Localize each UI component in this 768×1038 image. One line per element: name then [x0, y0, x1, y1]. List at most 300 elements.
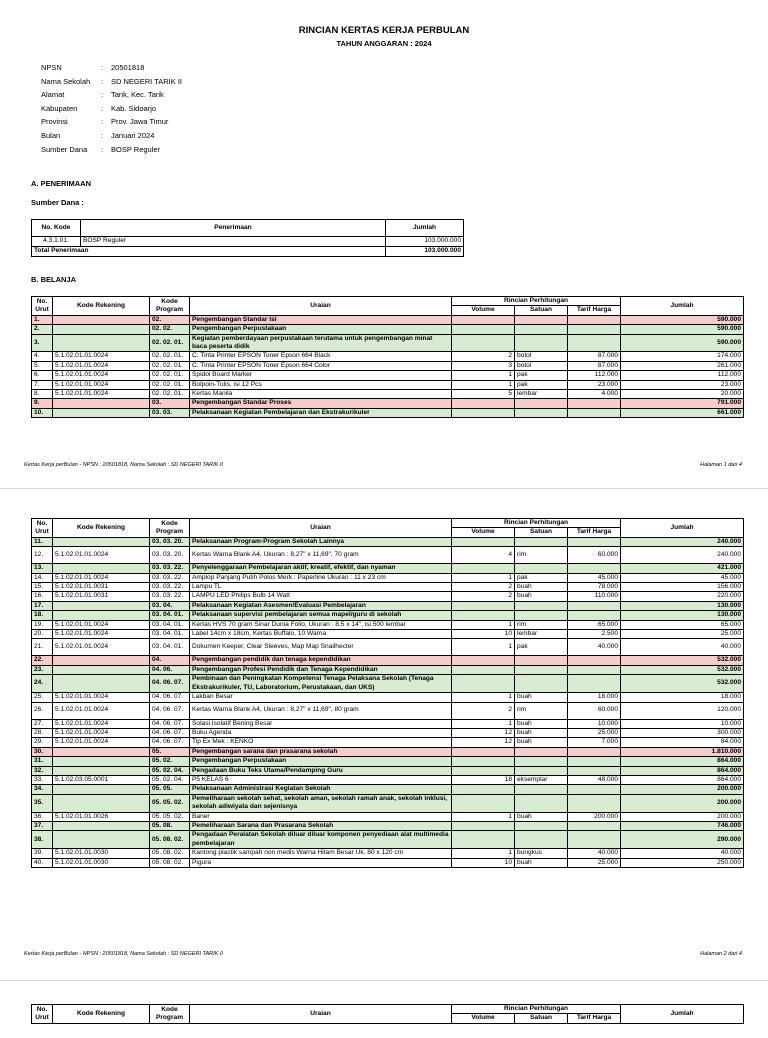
cell-kode-rekening [53, 611, 150, 620]
cell-satuan [515, 325, 568, 334]
info-value: BOSP Reguler [111, 144, 161, 154]
cell-tarif: 40.000 [568, 849, 621, 858]
table-row [32, 849, 744, 858]
cell-volume: 5 [452, 390, 515, 399]
cell-kode-rekening: 5.1.02.01.01.0024 [53, 390, 150, 399]
table-row [32, 334, 744, 352]
table-row [32, 380, 744, 389]
cell-no: 30. [32, 747, 53, 756]
cell-volume: 1 [452, 620, 515, 629]
cell-volume [452, 831, 515, 849]
total-row [32, 247, 464, 257]
belanja-body [32, 537, 744, 867]
cell-no: 8. [32, 390, 53, 399]
cell-kode-program: 05. 08. 02. [150, 858, 190, 867]
cell-kode-rekening [53, 408, 150, 417]
cell-tarif [568, 537, 621, 546]
cell-tarif: 60.000 [568, 547, 621, 564]
cell-jumlah: 130.000 [621, 611, 744, 620]
cell-tarif [568, 611, 621, 620]
cell-kode-rekening [53, 656, 150, 665]
cell-kode-program: 04. 06. 07. [150, 728, 190, 737]
cell-satuan: buah [515, 728, 568, 737]
table-row [32, 315, 744, 324]
cell-volume: 1 [452, 693, 515, 702]
cell-kode-rekening: 5.1.02.01.01.0024 [53, 573, 150, 582]
col-uraian: Uraian [190, 519, 452, 538]
cell-jumlah: 290.000 [621, 831, 744, 849]
cell-kode-program: 04. 06. [150, 665, 190, 674]
table-row [32, 408, 744, 417]
table-row [32, 547, 744, 564]
cell-kode-rekening: 5.1.02.01.01.0024 [53, 620, 150, 629]
cell-tarif: 60.000 [568, 702, 621, 719]
cell-volume [452, 537, 515, 546]
col-kode-rekening: Kode Rekening [53, 519, 150, 538]
cell-volume: 12 [452, 728, 515, 737]
cell-tarif: 87.000 [568, 361, 621, 370]
table-row [32, 352, 744, 361]
table-row [32, 620, 744, 629]
info-value: SD NEGERI TARIK II [111, 76, 182, 86]
cell-tarif [568, 325, 621, 334]
cell-satuan [515, 831, 568, 849]
cell-uraian: Pengembangan sarana dan prasarana sekolah [190, 747, 452, 756]
cell-uraian: Spidol Board Marker [190, 371, 452, 380]
cell-jumlah: 220.000 [621, 592, 744, 601]
cell-satuan: rim [515, 620, 568, 629]
cell-satuan: buah [515, 812, 568, 821]
cell-kode-program: 02. 02. 01. [150, 380, 190, 389]
footer-left: Kertas Kerja perBulan - NPSN : 20501818, Nama Sekolah : SD NEGERI TARIK II [24, 951, 223, 957]
cell-kode-rekening: 5.1.02.01.01.0024 [53, 702, 150, 719]
table-row [32, 738, 744, 747]
cell-no: 20. [32, 630, 53, 639]
cell-kode-program: 03. 04. [150, 601, 190, 610]
col-uraian: Uraian [190, 1005, 452, 1024]
cell-uraian: Pelaksanaan Administrasi Kegiatan Sekolah [190, 785, 452, 794]
cell-tarif [568, 831, 621, 849]
cell-volume [452, 564, 515, 573]
table-row [32, 639, 744, 656]
cell-jumlah: 532.000 [621, 665, 744, 674]
cell-kode-program: 03. 04. 01. [150, 611, 190, 620]
cell-tarif: 10.000 [568, 719, 621, 728]
cell-tarif [568, 315, 621, 324]
cell-kode-program: 05. [150, 747, 190, 756]
cell-no: 24. [32, 675, 53, 693]
cell-satuan: buah [515, 592, 568, 601]
page-footer [24, 462, 742, 468]
cell-tarif: 23.000 [568, 380, 621, 389]
col-jumlah: Jumlah [621, 1005, 744, 1024]
cell-kode-rekening: 5.1.02.01.01.0024 [53, 630, 150, 639]
cell-volume [452, 325, 515, 334]
col-volume: Volume [452, 528, 515, 537]
cell-jumlah: 40.000 [621, 849, 744, 858]
cell-satuan: buah [515, 858, 568, 867]
cell-volume: 1 [452, 812, 515, 821]
table-row [32, 794, 744, 812]
cell-kode-program: 05. 08. 02. [150, 849, 190, 858]
cell-uraian: Kertas HVS 70 gram Sinar Dunia Folio, Ukuran : 8,5 x 14", isi 500 lembar [190, 620, 452, 629]
cell-uraian: P5 KELAS 6 [190, 775, 452, 784]
cell-no: 10. [32, 408, 53, 417]
cell-tarif [568, 665, 621, 674]
cell-no: 33. [32, 775, 53, 784]
cell-kode-program: 05. 02. [150, 757, 190, 766]
cell-volume [452, 315, 515, 324]
cell-volume [452, 399, 515, 408]
cell-no: 28. [32, 728, 53, 737]
col-kode: No. Kode [32, 220, 81, 237]
cell-tarif: 40.000 [568, 639, 621, 656]
cell-no: 21. [32, 639, 53, 656]
cell-uraian: Kertas Manila [190, 390, 452, 399]
cell-no: 39. [32, 849, 53, 858]
cell-no: 9. [32, 399, 53, 408]
cell-no: 5. [32, 361, 53, 370]
table-row [32, 601, 744, 610]
col-no-urut: No. Urut [32, 1005, 53, 1024]
info-row: Nama Sekolah : SD NEGERI TARIK II [41, 77, 182, 91]
cell-kode-program: 04. 06. 07. [150, 675, 190, 693]
cell-uraian: LAMPU LED Philips Bulb 14 Watt [190, 592, 452, 601]
cell-uraian: Amplop Panjang Putih Polos Merk : Paperline Ukuran : 11 x 23 cm [190, 573, 452, 582]
cell-kode-program: 02. 02. 01. [150, 361, 190, 370]
cell-no: 2. [32, 325, 53, 334]
table-row [32, 325, 744, 334]
cell-satuan [515, 675, 568, 693]
table-row [32, 611, 744, 620]
cell-kode-rekening: 5.1.02.01.01.0031 [53, 583, 150, 592]
cell-jumlah: 590.000 [621, 334, 744, 352]
cell-tarif: 18.000 [568, 693, 621, 702]
belanja-table-page-1 [31, 296, 744, 418]
cell-tarif: 4.000 [568, 390, 621, 399]
info-row: Sumber Dana : BOSP Reguler [41, 145, 182, 159]
cell-kode-program: 04. 06. 07. [150, 702, 190, 719]
cell-tarif [568, 821, 621, 830]
cell-uraian: Pelaksanaan supervisi pembelajaran semua mapel/guru di sekolah [190, 611, 452, 620]
cell-uraian: Pembinaan dan Peningkatan Kompetensi Tenaga Pelaksana Sekolah (Tenaga Ekstrakurikuler, TU, Laboratorium, Perustakaan, dan UKS) [190, 675, 452, 693]
cell-jumlah: 590.000 [621, 315, 744, 324]
cell-kode-rekening [53, 821, 150, 830]
section-b-heading: B. BELANJA [31, 275, 77, 284]
cell-jumlah: 10.000 [621, 719, 744, 728]
cell-no: 17. [32, 601, 53, 610]
cell-no: 7. [32, 380, 53, 389]
cell-kode-program: 04. 06. 07. [150, 719, 190, 728]
cell-satuan: buah [515, 583, 568, 592]
table-row [32, 675, 744, 693]
cell-jumlah: 661.000 [621, 408, 744, 417]
table-row [32, 573, 744, 582]
cell-uraian: Pengembangan Standar Isi [190, 315, 452, 324]
cell-uraian: Pengembangan Perpustakaan [190, 757, 452, 766]
cell-tarif [568, 656, 621, 665]
belanja-header [32, 1005, 744, 1024]
cell-jumlah: 532.000 [621, 656, 744, 665]
cell-kode-rekening: 5.1.02.01.01.0024 [53, 547, 150, 564]
cell-kode-program: 03. 03. 22. [150, 592, 190, 601]
cell-kode-rekening: 5.1.02.01.01.0024 [53, 639, 150, 656]
belanja-header [32, 519, 744, 538]
cell-no: 38. [32, 831, 53, 849]
cell-no: 11. [32, 537, 53, 546]
cell-tarif [568, 785, 621, 794]
cell-kode-rekening [53, 675, 150, 693]
cell-satuan: rim [515, 547, 568, 564]
cell-no: 35. [32, 794, 53, 812]
belanja-table-page-2 [31, 518, 744, 868]
cell-kode-rekening [53, 757, 150, 766]
cell-kode-program: 03. 03. 20. [150, 547, 190, 564]
cell-jumlah: 18.000 [621, 693, 744, 702]
page-1 [0, 0, 768, 480]
cell-kode-program: 04. [150, 656, 190, 665]
cell-volume: 1 [452, 380, 515, 389]
cell-tarif: 112.000 [568, 371, 621, 380]
cell-satuan [515, 537, 568, 546]
info-label: Bulan [41, 130, 61, 140]
cell-jumlah: 40.000 [621, 639, 744, 656]
cell-volume: 1 [452, 719, 515, 728]
col-satuan: Satuan [515, 528, 568, 537]
cell-jumlah: 250.000 [621, 858, 744, 867]
cell-satuan: botol [515, 352, 568, 361]
cell-volume [452, 821, 515, 830]
info-row: NPSN : 20501818 [41, 63, 182, 77]
cell-no: 19. [32, 620, 53, 629]
col-kode-program: Kode Program [150, 297, 190, 316]
cell-no: 12. [32, 547, 53, 564]
cell-kode: 4.3.1.01. [32, 237, 81, 247]
col-kode-rekening: Kode Rekening [53, 297, 150, 316]
cell-jumlah: 300.000 [621, 728, 744, 737]
cell-tarif: 110.000 [568, 592, 621, 601]
cell-tarif: 25.000 [568, 728, 621, 737]
cell-volume: 18 [452, 775, 515, 784]
cell-satuan [515, 656, 568, 665]
cell-satuan [515, 747, 568, 756]
cell-uraian: C. Tinta Printer EPSON Toner Epson 664 Black [190, 352, 452, 361]
cell-kode-rekening [53, 785, 150, 794]
cell-kode-rekening [53, 766, 150, 775]
table-row [32, 399, 744, 408]
cell-volume: 3 [452, 361, 515, 370]
cell-no: 4. [32, 352, 53, 361]
page-3 [0, 998, 768, 1038]
cell-volume [452, 794, 515, 812]
page-separator [0, 488, 768, 489]
cell-kode-rekening: 5.1.02.01.01.0024 [53, 380, 150, 389]
table-row [32, 693, 744, 702]
cell-tarif: 78.000 [568, 583, 621, 592]
cell-jumlah: 746.000 [621, 821, 744, 830]
cell-no: 29. [32, 738, 53, 747]
cell-jumlah: 200.000 [621, 812, 744, 821]
cell-kode-rekening: 5.1.02.01.01.0024 [53, 693, 150, 702]
cell-jumlah: 23.000 [621, 380, 744, 389]
cell-kode-program: 03. 03. 20. [150, 537, 190, 546]
cell-kode-rekening: 5.1.02.01.01.0030 [53, 849, 150, 858]
cell-no: 6. [32, 371, 53, 380]
cell-jumlah: 25.000 [621, 630, 744, 639]
cell-volume [452, 611, 515, 620]
cell-uraian: Pelaksanaan Kegiatan Asesmen/Evaluasi Pembelajaran [190, 601, 452, 610]
cell-satuan [515, 611, 568, 620]
cell-kode-program: 05. 08. 02. [150, 831, 190, 849]
table-row [32, 858, 744, 867]
cell-no: 26. [32, 702, 53, 719]
cell-tarif [568, 601, 621, 610]
table-row [32, 630, 744, 639]
table-row [32, 592, 744, 601]
page-separator [0, 980, 768, 981]
cell-jumlah: 1.810.000 [621, 747, 744, 756]
info-row: Kabupaten : Kab. Sidoarjo [41, 104, 182, 118]
cell-satuan [515, 665, 568, 674]
cell-satuan [515, 399, 568, 408]
cell-no: 1. [32, 315, 53, 324]
info-row: Provinsi : Prov. Jawa Timur [41, 117, 182, 131]
cell-kode-rekening: 5.1.02.01.01.0024 [53, 371, 150, 380]
cell-satuan: buah [515, 738, 568, 747]
cell-kode-rekening [53, 334, 150, 352]
cell-uraian: Dokumen Keeper, Clear Sleeves, Map Map Snailhecter [190, 639, 452, 656]
cell-uraian: Kertas Warna Blank A4, Ukuran : 8,27" x 11,69", 70 gram [190, 547, 452, 564]
cell-tarif [568, 334, 621, 352]
cell-kode-program: 05. 05. 02. [150, 794, 190, 812]
cell-no: 36. [32, 812, 53, 821]
cell-volume: 4 [452, 547, 515, 564]
cell-uraian: Pemeliharaan sekolah sehat, sekolah aman, sekolah ramah anak, sekolah inklusi, sekolah adiwiyata dan sejenisnya [190, 794, 452, 812]
cell-kode-rekening [53, 665, 150, 674]
table-row [32, 390, 744, 399]
cell-no: 13. [32, 564, 53, 573]
table-row [32, 728, 744, 737]
cell-kode-rekening: 5.1.02.01.01.0024 [53, 361, 150, 370]
cell-uraian: Label 14cm x 18cm, Kertas Buffalo, 10 Warna [190, 630, 452, 639]
cell-kode-program: 02. 02. 01. [150, 371, 190, 380]
cell-volume [452, 334, 515, 352]
cell-uraian: Pengembangan Profesi Pendidik dan Tenaga Kependidikan [190, 665, 452, 674]
cell-jumlah: 156.000 [621, 583, 744, 592]
info-label: Alamat [41, 90, 65, 100]
belanja-header [32, 297, 744, 316]
cell-jumlah: 532.000 [621, 675, 744, 693]
col-volume: Volume [452, 1014, 515, 1023]
col-no-urut: No. Urut [32, 519, 53, 538]
cell-uraian: Kertas Warna Blank A4, Ukuran : 8,27" x 11,69", 80 gram [190, 702, 452, 719]
cell-volume [452, 766, 515, 775]
cell-volume: 1 [452, 639, 515, 656]
col-no-urut: No. Urut [32, 297, 53, 316]
cell-uraian: Pelaksanaan Program-Program Sekolah Lainnya [190, 537, 452, 546]
page-2 [0, 505, 768, 970]
cell-tarif: 2.500 [568, 630, 621, 639]
info-label: Nama Sekolah [41, 76, 91, 86]
cell-kode-program: 03. 03. [150, 408, 190, 417]
col-rincian: Rincian Perhitungan [452, 297, 621, 306]
info-label: NPSN [41, 63, 62, 72]
cell-uraian: Kegiatan pemberdayaan perpustakaan terutama untuk pengembangan minat baca peserta didik [190, 334, 452, 352]
cell-satuan: pak [515, 639, 568, 656]
col-kode-program: Kode Program [150, 519, 190, 538]
cell-satuan: botol [515, 361, 568, 370]
cell-satuan [515, 821, 568, 830]
cell-satuan [515, 315, 568, 324]
cell-kode-program: 03. 03. 22. [150, 583, 190, 592]
col-jumlah: Jumlah [386, 220, 464, 237]
cell-no: 40. [32, 858, 53, 867]
cell-kode-program: 02. 02. 01. [150, 352, 190, 361]
cell-volume [452, 785, 515, 794]
cell-kode-program: 05. 02. 04. [150, 766, 190, 775]
cell-volume [452, 757, 515, 766]
cell-uraian: Pengembangan Perpustakaan [190, 325, 452, 334]
cell-uraian: Pengadaan Peralatan Sekolah diluar diluar komponen penyediaan alat multimedia pembelajaran [190, 831, 452, 849]
cell-penerimaan: BOSP Reguler [81, 237, 386, 247]
table-row [32, 702, 744, 719]
cell-satuan: buah [515, 719, 568, 728]
cell-kode-program: 03. 03. 22. [150, 564, 190, 573]
col-jumlah: Jumlah [621, 297, 744, 316]
table-row [32, 785, 744, 794]
cell-kode-rekening: 5.1.02.01.01.0024 [53, 719, 150, 728]
cell-satuan: lembar [515, 630, 568, 639]
cell-volume: 2 [452, 592, 515, 601]
cell-jumlah: 864.000 [621, 775, 744, 784]
cell-kode-rekening: 5.1.02.01.01.0024 [53, 738, 150, 747]
cell-kode-rekening: 5.1.02.03.05.0001 [53, 775, 150, 784]
cell-tarif: 45.000 [568, 573, 621, 582]
cell-tarif [568, 766, 621, 775]
cell-kode-rekening: 5.1.02.01.01.0024 [53, 728, 150, 737]
penerimaan-table [31, 219, 464, 257]
cell-kode-rekening: 5.1.02.01.01.0030 [53, 858, 150, 867]
cell-jumlah: 590.000 [621, 325, 744, 334]
cell-jumlah: 20.000 [621, 390, 744, 399]
cell-no: 3. [32, 334, 53, 352]
cell-jumlah: 421.000 [621, 564, 744, 573]
cell-jumlah: 84.000 [621, 738, 744, 747]
cell-kode-program: 02. 02. [150, 325, 190, 334]
cell-kode-rekening: 5.1.02.01.01.0026 [53, 812, 150, 821]
info-value: Prov. Jawa Timur [111, 117, 169, 127]
table-row [32, 757, 744, 766]
table-row [32, 361, 744, 370]
cell-jumlah: 864.000 [621, 757, 744, 766]
cell-no: 25. [32, 693, 53, 702]
cell-volume: 12 [452, 738, 515, 747]
footer-left: Kertas Kerja perBulan - NPSN : 20501818, Nama Sekolah : SD NEGERI TARIK II [24, 462, 223, 468]
cell-volume: 1 [452, 371, 515, 380]
cell-volume [452, 665, 515, 674]
cell-uraian: Baner [190, 812, 452, 821]
cell-volume: 10 [452, 630, 515, 639]
cell-tarif: 48.000 [568, 775, 621, 784]
col-jumlah: Jumlah [621, 519, 744, 538]
cell-kode-rekening [53, 601, 150, 610]
cell-jumlah: 65.000 [621, 620, 744, 629]
cell-satuan: pak [515, 371, 568, 380]
cell-no: 16. [32, 592, 53, 601]
cell-jumlah: 174.000 [621, 352, 744, 361]
cell-tarif [568, 408, 621, 417]
cell-volume [452, 747, 515, 756]
